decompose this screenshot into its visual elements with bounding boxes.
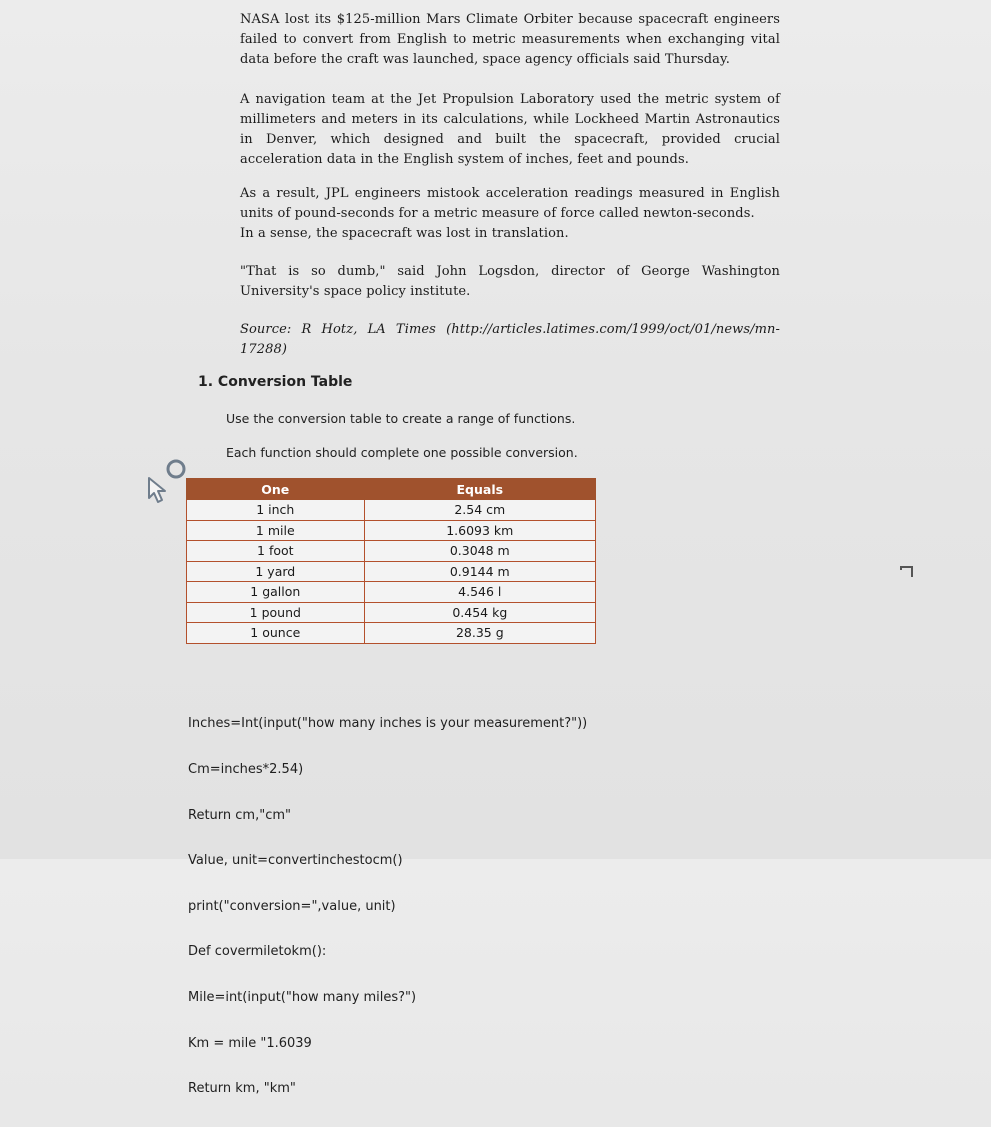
code-line: Return km, "km"	[188, 1081, 296, 1097]
cell-unit: 1 mile	[187, 520, 365, 541]
cell-equals: 0.3048 m	[364, 541, 595, 562]
section-heading: 1. Conversion Table	[198, 374, 353, 390]
table-row	[187, 500, 596, 521]
cell-equals: 28.35 g	[364, 623, 595, 644]
article-paragraph-2: A navigation team at the Jet Propulsion Laboratory used the metric system of millimeters and meters in its calculations, while Lockheed Martin Astronautics in Denver, which designed and built the spacecraft, provided crucial acceleration data in the English system of inches, feet and pounds.	[240, 92, 780, 167]
cell-equals: 4.546 l	[364, 582, 595, 603]
code-line: Mile=int(input("how many miles?")	[188, 989, 417, 1005]
code-line: Km = mile "1.6039	[188, 1035, 312, 1051]
code-line: Def covermiletokm():	[188, 944, 327, 960]
cell-equals: 1.6093 km	[364, 520, 595, 541]
code-line: Value, unit=convertinchestocm()	[188, 853, 403, 869]
cell-unit: 1 yard	[187, 561, 365, 582]
cell-equals: 2.54 cm	[364, 500, 595, 521]
conversion-table	[186, 478, 596, 644]
cell-unit: 1 ounce	[187, 623, 365, 644]
header-equals: Equals	[364, 479, 595, 500]
table-row	[187, 520, 596, 541]
table-row	[187, 561, 596, 582]
article-paragraph-1: NASA lost its $125-million Mars Climate Orbiter because spacecraft engineers failed to convert from English to metric measurements when exchanging vital data before the craft was launched, space agency officials said Thursday.	[240, 12, 780, 67]
article-paragraph-4: "That is so dumb," said John Logsdon, director of George Washington University's space policy institute.	[240, 264, 780, 299]
corner-bracket-icon	[898, 564, 916, 580]
cell-unit: 1 pound	[187, 602, 365, 623]
cell-unit: 1 gallon	[187, 582, 365, 603]
pointer-cursor-icon	[143, 458, 189, 504]
code-line: print("conversion=",value, unit)	[188, 898, 396, 914]
header-one: One	[187, 479, 365, 500]
code-line: Inches=Int(input("how many inches is your measurement?"))	[188, 716, 588, 732]
code-line: Return cm,"cm"	[188, 807, 291, 823]
table-row	[187, 602, 596, 623]
cell-unit: 1 foot	[187, 541, 365, 562]
table-row	[187, 582, 596, 603]
instruction-2: Each function should complete one possible conversion.	[226, 445, 578, 460]
article-paragraph-3: As a result, JPL engineers mistook acceleration readings measured in English units of pound-seconds for a metric measure of force called newton-seconds.	[240, 186, 780, 221]
table-row	[187, 541, 596, 562]
instruction-1: Use the conversion table to create a range of functions.	[226, 411, 576, 426]
table-header-row	[187, 479, 596, 500]
cell-equals: 0.454 kg	[364, 602, 595, 623]
article-source: Source: R Hotz, LA Times (http://articles.latimes.com/1999/oct/01/news/mn-17288)	[240, 322, 780, 357]
article-paragraph-3b: In a sense, the spacecraft was lost in translation.	[240, 226, 569, 241]
code-snippet	[188, 686, 587, 1127]
cell-equals: 0.9144 m	[364, 561, 595, 582]
table-row	[187, 623, 596, 644]
code-line: Cm=inches*2.54)	[188, 762, 304, 777]
cell-unit: 1 inch	[187, 500, 365, 521]
